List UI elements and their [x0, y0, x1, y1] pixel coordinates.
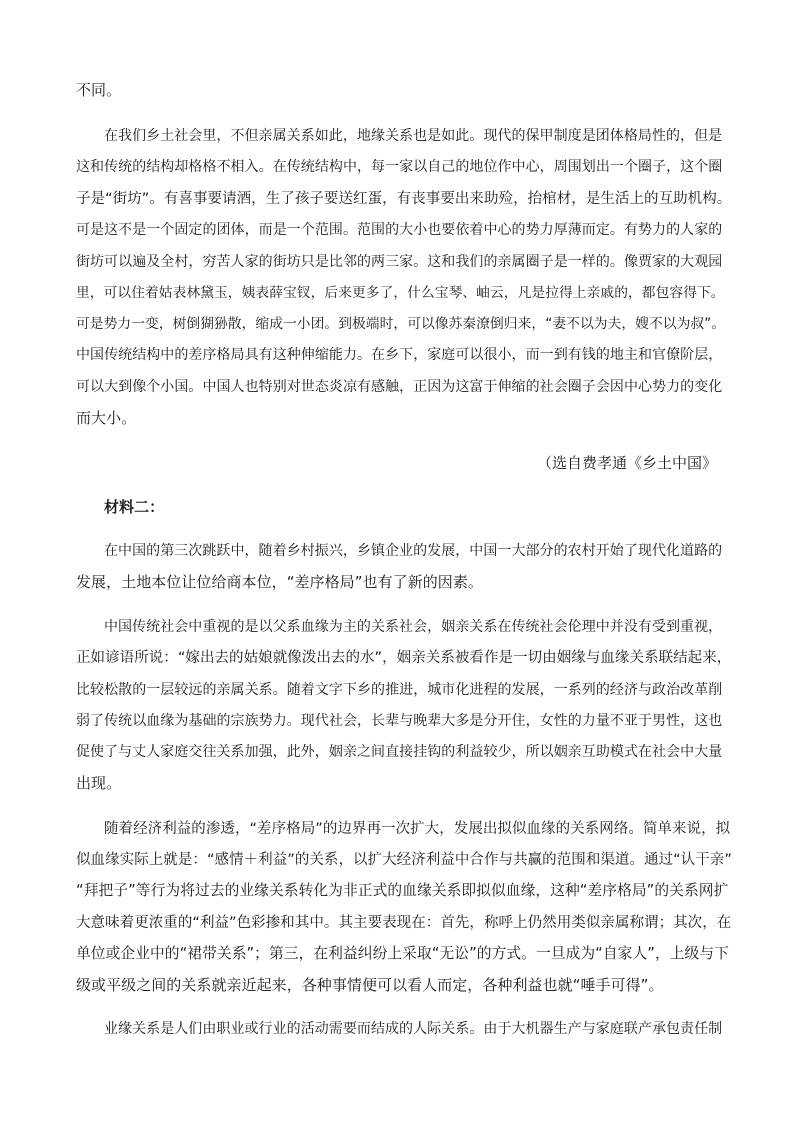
paragraph-line: 中国传统社会中重视的是以父系血缘为主的关系社会，姻亲关系在传统社会伦理中并没有受到重视， [104, 619, 723, 635]
paragraph-line: 发展，土地本位让位给商本位，“差序格局”也有了新的因素。 [76, 573, 483, 591]
section-heading: 材料二： [104, 498, 165, 516]
paragraph-line: 出现。 [76, 774, 122, 792]
paragraph-line: 随着经济利益的渗透，“差序格局”的边界再一次扩大，发展出拟似血缘的关系网络。简单来说，拟 [104, 821, 731, 837]
paragraph-line: 街坊可以遍及全村，穷苦人家的街坊只是比邻的两三家。这和我们的亲属圈子是一样的。像贾家的大观园 [76, 254, 723, 270]
paragraph-line: 而大小。 [76, 409, 137, 427]
paragraph-line: 似血缘实际上就是：“感情＋利益”的关系，以扩大经济利益中合作与共赢的范围和渠道。通过“认干亲” [76, 852, 732, 868]
paragraph-line: 子是“街坊”。有喜事要请酒，生了孩子要送红蛋，有丧事要出来助殓，抬棺材，是生活上的互助机构。 [76, 191, 732, 207]
paragraph-line: 里，可以住着姑表林黛玉，姨表薛宝钗，后来更多了，什么宝琴、岫云，凡是拉得上亲戚的，都包容得下。 [76, 285, 725, 301]
source-citation: （选自费孝通《乡土中国》 [536, 454, 717, 472]
paragraph-line: 中国传统结构中的差序格局具有这种伸缩能力。在乡下，家庭可以很小，而一到有钱的地主和官僚阶层， [76, 347, 723, 363]
paragraph-line: 大意味着更浓重的“利益”色彩掺和其中。其主要表现在：首先，称呼上仍然用类似亲属称谓；其次，在 [76, 915, 732, 931]
paragraph-line: 正如谚语所说：“嫁出去的姑娘就像泼出去的水”，姻亲关系被看作是一切由姻缘与血缘关系联结起来， [76, 650, 732, 666]
paragraph-line: 促使了与丈人家庭交往关系加强，此外，姻亲之间直接挂钩的利益较少，所以姻亲互助模式在社会中大量 [76, 744, 723, 760]
paragraph-line: 这和传统的结构却格格不相入。在传统结构中，每一家以自己的地位作中心，周围划出一个圈子，这个圈 [76, 159, 723, 175]
paragraph-line: 可是势力一变，树倒猢狲散，缩成一小团。到极端时，可以像苏秦潦倒归来，“妻不以为夫，嫂不以为叔”。 [76, 316, 726, 332]
paragraph-line: 可是这不是一个固定的团体，而是一个范围。范围的大小也要依着中心的势力厚薄而定。有势力的人家的 [76, 222, 723, 238]
paragraph-line: 业缘关系是人们由职业或行业的活动需要而结成的人际关系。由于大机器生产与家庭联产承包责任制 [104, 1021, 723, 1037]
paragraph-line: 级或平级之间的关系就亲近起来，各种事情便可以看人而定，各种利益也就“唾手可得”。 [76, 976, 664, 994]
paragraph-line: 在中国的第三次跳跃中，随着乡村振兴，乡镇企业的发展，中国一大部分的农村开始了现代化道路的 [104, 543, 723, 559]
paragraph-line: 比较松散的一层较远的亲属关系。随着文字下乡的推进，城市化进程的发展，一系列的经济与政治改革削 [76, 682, 723, 698]
paragraph-line: 在我们乡土社会里，不但亲属关系如此，地缘关系也是如此。现代的保甲制度是团体格局性的，但是 [104, 128, 723, 144]
paragraph-line: “拜把子”等行为将过去的业缘关系转化为非正式的血缘关系即拟似血缘，这种“差序格局”的关系网扩 [76, 882, 729, 899]
paragraph-line: 可以大到像个小国。中国人也特别对世态炎凉有感触，正因为这富于伸缩的社会圈子会因中心势力的变化 [76, 379, 723, 395]
paragraph-line: 单位或企业中的“裙带关系”；第三，在利益纠纷上采取“无讼”的方式。一旦成为“自家人”，上级与下 [76, 945, 729, 962]
paragraph-line: 弱了传统以血缘为基础的宗族势力。现代社会，长辈与晚辈大多是分开住，女性的力量不亚于男性，这也 [76, 713, 723, 729]
paragraph-line: 不同。 [76, 81, 122, 99]
